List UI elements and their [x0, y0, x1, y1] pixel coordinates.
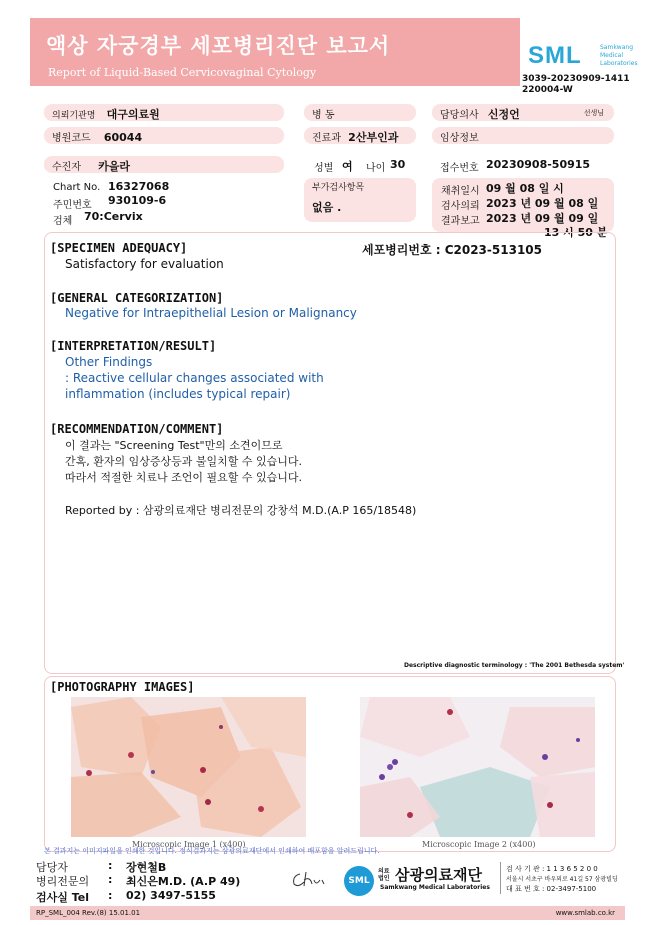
rec-line-3: 따라서 적절한 치료나 조언이 필요할 수 있습니다.	[65, 471, 302, 484]
cyto-number: 세포병리번호 : C2023-513105	[362, 243, 542, 257]
tel-label: 검사실 Tel	[36, 891, 89, 904]
receipt-value: 20230908-50915	[486, 158, 591, 171]
interp-line-1: Other Findings	[65, 355, 153, 369]
dept-row: 진료과 2산부인과	[304, 127, 416, 144]
report-number: 3039-20230909-1411 220004-W	[522, 74, 630, 95]
caption-2: Microscopic Image 2 (x400)	[422, 840, 536, 849]
address: 서울시 서초구 바우뫼로 41길 57 삼광빌딩	[506, 876, 618, 883]
rep-tel: 대 표 번 호 : 02-3497-5100	[506, 885, 597, 893]
pathologist-label: 병리전문의	[36, 875, 90, 888]
signature-image	[290, 870, 330, 894]
general-title: [GENERAL CATEGORIZATION]	[50, 291, 224, 305]
tel-colon: :	[108, 889, 113, 902]
org-prefix: 의료법인	[378, 868, 390, 882]
footer-divider	[500, 862, 501, 894]
interp-line-3: inflammation (includes typical repair)	[65, 387, 291, 401]
age-label: 나이	[366, 163, 386, 174]
sml-logo: SML	[528, 42, 582, 69]
request-value: 2023 년 09 월 08 일	[486, 197, 599, 210]
caption-1: Microscopic Image 1 (x400)	[132, 840, 246, 849]
code-row: 병원코드 60044	[44, 127, 284, 144]
collect-value: 09 월 08 일 시	[486, 182, 564, 195]
clinical-row: 임상정보	[432, 127, 614, 144]
pathologist-name: 최신은M.D. (A.P 49)	[126, 875, 241, 888]
adequacy-text: Satisfactory for evaluation	[65, 257, 224, 271]
tel-number: 02) 3497-5155	[126, 889, 216, 902]
specimen-value: 70:Cervix	[84, 210, 143, 223]
microscopic-image-1	[71, 697, 306, 837]
request-label: 검사의뢰	[441, 201, 480, 212]
id-value: 930109-6	[108, 194, 167, 207]
chart-value: 16327068	[108, 180, 170, 193]
staff-name: 장현철B	[126, 861, 167, 874]
rec-title: [RECOMMENDATION/COMMENT]	[50, 422, 224, 436]
bottom-bar	[30, 906, 625, 920]
form-number: RP_SML_004 Rev.(8) 15.01.01	[36, 909, 141, 917]
age-value: 30	[390, 158, 406, 171]
microscopic-image-2	[360, 697, 595, 837]
sex-label: 성별	[314, 163, 334, 174]
org-logo-icon: SML	[344, 866, 374, 896]
terminology-note: Descriptive diagnostic terminology : 'The 2001 Bethesda system'	[404, 662, 625, 669]
result-label: 결과보고	[441, 216, 480, 227]
ward-row: 병 동	[304, 104, 416, 121]
interp-line-2: : Reactive cellular changes associated with	[65, 371, 324, 385]
pathologist-colon: :	[108, 873, 113, 886]
extra-tests-box: 부가검사항목 없음 .	[304, 178, 416, 222]
report-title: 액상 자궁경부 세포병리진단 보고서	[46, 34, 391, 58]
interp-title: [INTERPRETATION/RESULT]	[50, 339, 217, 353]
sml-logo-sub: Samkwang Medical Laboratories	[600, 44, 638, 67]
reported-by: Reported by : 삼광의료재단 병리전문의 강창석 M.D.(A.P 165/18548)	[65, 504, 417, 517]
org-name-en: Samkwang Medical Laboratories	[380, 884, 490, 891]
photos-title: [PHOTOGRAPHY IMAGES]	[50, 680, 195, 694]
rec-line-2: 간혹, 환자의 임상증상등과 불일치할 수 있습니다.	[65, 455, 302, 468]
report-subtitle: Report of Liquid-Based Cervicovaginal Cytology	[48, 66, 317, 79]
print-warning: 본 결과지는 이미지파일을 인쇄한 것입니다. 정식결과지는 삼광의료재단에서 인쇄하여 배포함을 알려드립니다.	[44, 847, 380, 855]
result-time: 13 시 50 분	[544, 226, 608, 239]
chart-label: Chart No.	[53, 182, 101, 193]
website-link[interactable]: www.smlab.co.kr	[555, 909, 615, 917]
report-header	[30, 18, 520, 86]
collect-label: 채취일시	[441, 186, 480, 197]
patient-row: 수진자 카을라	[44, 156, 284, 173]
org-name: 삼광의료재단	[395, 866, 482, 884]
specimen-label: 검체	[53, 216, 73, 227]
result-value: 2023 년 09 월 09 일	[486, 212, 599, 225]
id-label: 주민번호	[53, 200, 92, 211]
sex-value: 여	[342, 160, 353, 173]
doctor-row: 담당의사 신정언 선생님	[432, 104, 614, 121]
reg-no: 검 사 기 관 : 1 1 3 6 5 2 0 0	[506, 865, 598, 873]
staff-label: 담당자	[36, 861, 68, 874]
receipt-label: 접수번호	[440, 163, 479, 174]
hospital-row: 의뢰기관명 대구의료원	[44, 104, 284, 121]
staff-colon: :	[108, 859, 113, 872]
general-text: Negative for Intraepithelial Lesion or Malignancy	[65, 306, 357, 320]
adequacy-title: [SPECIMEN ADEQUACY]	[50, 241, 188, 255]
rec-line-1: 이 결과는 "Screening Test"만의 소견이므로	[65, 439, 283, 452]
